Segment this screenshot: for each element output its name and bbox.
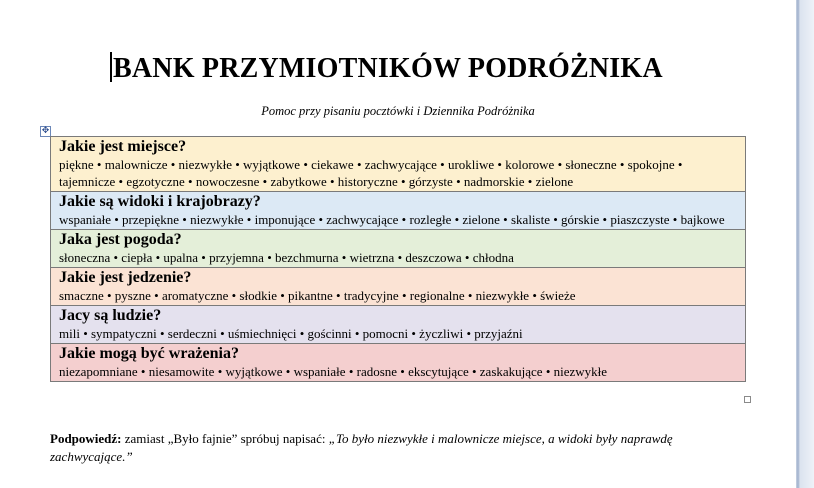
table-row bbox=[51, 230, 746, 268]
page-title[interactable]: BANK PRZYMIOTNIKÓW PODRÓŻNIKA bbox=[113, 53, 663, 84]
row-question: Jakie jest jedzenie? bbox=[59, 269, 192, 286]
row-answers: piękne • malownicze • niezwykłe • wyjątkowe • ciekawe • zachwycające • urokliwe • kolorowe • słoneczne • spokojne • tajemnicze • egzotyczne • nowoczesne • zabytkowe • historyczne • górzyste • nadmorskie • zielone bbox=[59, 157, 683, 189]
table-cell[interactable] bbox=[51, 137, 746, 192]
row-question: Jakie są widoki i krajobrazy? bbox=[59, 193, 261, 210]
page-subtitle[interactable]: Pomoc przy pisaniu pocztówki i Dziennika Podróżnika bbox=[261, 104, 535, 118]
row-answers: smaczne • pyszne • aromatyczne • słodkie • pikantne • tradycyjne • regionalne • niezwykłe • świeże bbox=[59, 288, 576, 303]
window-edge bbox=[796, 0, 814, 488]
table-cell[interactable] bbox=[51, 306, 746, 344]
table-cell[interactable] bbox=[51, 344, 746, 382]
table-row bbox=[51, 137, 746, 192]
hint-example: „To było niezwykłe i malownicze miejsce, a widoki były naprawdę zachwycające.” bbox=[50, 431, 673, 464]
table-row bbox=[51, 192, 746, 230]
row-answers: mili • sympatyczni • serdeczni • uśmiechnięci • gościnni • pomocni • życzliwi • przyjaźni bbox=[59, 326, 523, 341]
row-answers: wspaniałe • przepiękne • niezwykłe • imponujące • zachwycające • rozległe • zielone • skaliste • górskie • piaszczyste • bajkowe bbox=[59, 212, 725, 227]
table-cell[interactable] bbox=[51, 230, 746, 268]
hint-label: Podpowiedź: bbox=[50, 431, 122, 446]
hint-text: zamiast „Było fajnie” spróbuj napisać: bbox=[121, 431, 329, 446]
table-move-icon[interactable]: ✥ bbox=[41, 126, 50, 136]
row-question: Jacy są ludzie? bbox=[59, 307, 162, 324]
hint-paragraph[interactable] bbox=[50, 430, 750, 466]
row-question: Jakie jest miejsce? bbox=[59, 138, 187, 155]
row-answers: słoneczna • ciepła • upalna • przyjemna • bezchmurna • wietrzna • deszczowa • chłodna bbox=[59, 250, 514, 265]
table-row bbox=[51, 268, 746, 306]
row-question: Jaka jest pogoda? bbox=[59, 231, 182, 248]
table-cell[interactable] bbox=[51, 192, 746, 230]
adjective-table bbox=[50, 136, 746, 382]
table-cell[interactable] bbox=[51, 268, 746, 306]
table-row bbox=[51, 306, 746, 344]
row-answers: niezapomniane • niesamowite • wyjątkowe • wspaniałe • radosne • ekscytujące • zaskakujące • niezwykłe bbox=[59, 364, 608, 379]
table-resize-icon[interactable] bbox=[744, 396, 751, 403]
text-cursor bbox=[110, 52, 112, 82]
table-row bbox=[51, 344, 746, 382]
row-question: Jakie mogą być wrażenia? bbox=[59, 345, 239, 362]
